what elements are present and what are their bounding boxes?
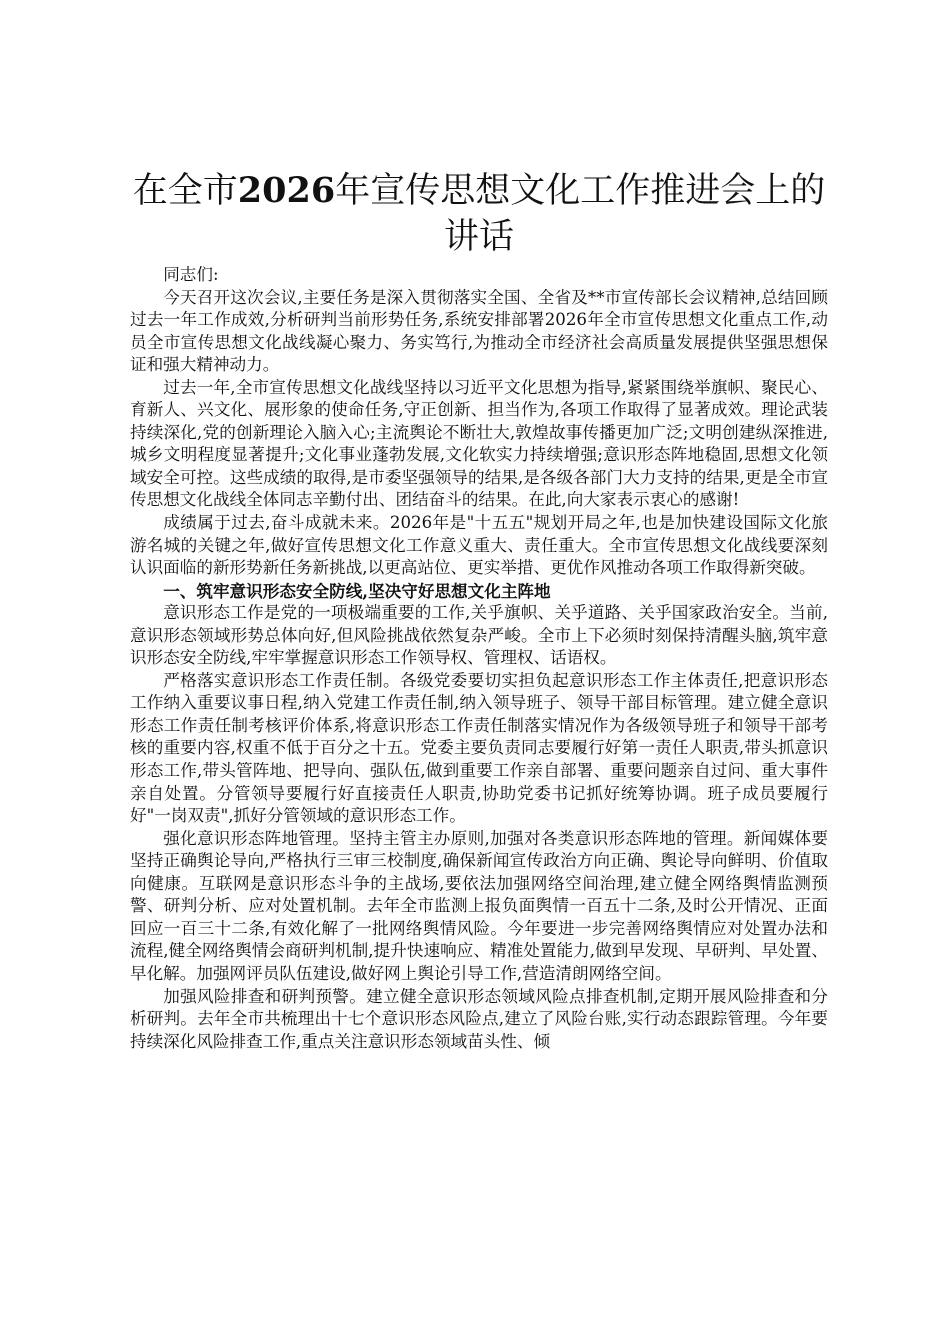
document-page [130,168,828,1053]
body-paragraph: 强化意识形态阵地管理。坚持主管主办原则,加强对各类意识形态阵地的管理。新闻媒体要坚持正确舆论导向,严格执行三审三校制度,确保新闻宣传政治方向正确、舆论导向鲜明、价值取向健康。互联网是意识形态斗争的主战场,要依法加强网络空间治理,建立健全网络舆情监测预警、研判分析、应对处置机制。去年全市监测上报负面舆情一百五十二条,及时公开情况、正面回应一百三十二条,有效化解了一批网络舆情风险。今年要进一步完善网络舆情应对处置办法和流程,健全网络舆情会商研判机制,提升快速响应、精准处置能力,做到早发现、早研判、早处置、早化解。加强网评员队伍建设,做好网上舆论引导工作,营造清朗网络空间。 [130,828,828,983]
title-line-1: 在全市2026年宣传思想文化工作推进会上的 [132,170,826,211]
salutation: 同志们: [163,265,219,284]
body-paragraph: 严格落实意识形态工作责任制。各级党委要切实担负起意识形态工作主体责任,把意识形态工作纳入重要议事日程,纳入党建工作责任制,纳入领导班子、领导干部目标管理。建立健全意识形态工作责任制考核评价体系,将意识形态工作责任制落实情况作为各级领导班子和领导干部考核的重要内容,权重不低于百分之十五。党委主要负责同志要履行好第一责任人职责,带头抓意识形态工作,带头管阵地、把导向、强队伍,做到重要工作亲自部署、重要问题亲自过问、重大事件亲自处置。分管领导要履行好直接责任人职责,协助党委书记抓好统筹协调。班子成员要履行好"一岗双责",抓好分管领域的意识形态工作。 [130,670,828,826]
document-title [130,168,828,260]
title-line-2: 讲话 [443,217,514,257]
body-paragraph: 加强风险排查和研判预警。建立健全意识形态领域风险点排查机制,定期开展风险排查和分析研判。去年全市共梳理出十七个意识形态风险点,建立了风险台账,实行动态跟踪管理。今年要持续深化风险排查工作,重点关注意识形态领域苗头性、倾 [130,986,828,1051]
body-paragraph: 成绩属于过去,奋斗成就未来。2026年是"十五五"规划开局之年,也是加快建设国际文化旅游名城的关键之年,做好宣传思想文化工作意义重大、责任重大。全市宣传思想文化战线要深刻认识面临的新形势新任务新挑战,以更高站位、更实举措、更优作风推动各项工作取得新突破。 [130,513,828,578]
body-paragraph: 意识形态工作是党的一项极端重要的工作,关乎旗帜、关乎道路、关乎国家政治安全。当前,意识形态领域形势总体向好,但风险挑战依然复杂严峻。全市上下必须时刻保持清醒头脑,筑牢意识形态安全防线,牢牢掌握意识形态工作领导权、管理权、话语权。 [130,603,828,668]
section-heading: 一、筑牢意识形态安全防线,坚决守好思想文化主阵地 [163,580,551,601]
body-paragraph: 今天召开这次会议,主要任务是深入贯彻落实全国、全省及**市宣传部长会议精神,总结回顾过去一年工作成效,分析研判当前形势任务,系统安排部署2026年全市宣传思想文化重点工作,动员全市宣传思想文化战线凝心聚力、务实笃行,为推动全市经济社会高质量发展提供坚强思想保证和强大精神动力。 [130,287,828,375]
document-body [130,264,828,1053]
body-paragraph: 过去一年,全市宣传思想文化战线坚持以习近平文化思想为指导,紧紧围绕举旗帜、聚民心、育新人、兴文化、展形象的使命任务,守正创新、担当作为,各项工作取得了显著成效。理论武装持续深化,党的创新理论入脑入心;主流舆论不断壮大,敦煌故事传播更加广泛;文明创建纵深推进,城乡文明程度显著提升;文化事业蓬勃发展,文化软实力持续增强;意识形态阵地稳固,思想文化领域安全可控。这些成绩的取得,是市委坚强领导的结果,是各级各部门大力支持的结果,更是全市宣传思想文化战线全体同志辛勤付出、团结奋斗的结果。在此,向大家表示衷心的感谢! [130,377,828,510]
